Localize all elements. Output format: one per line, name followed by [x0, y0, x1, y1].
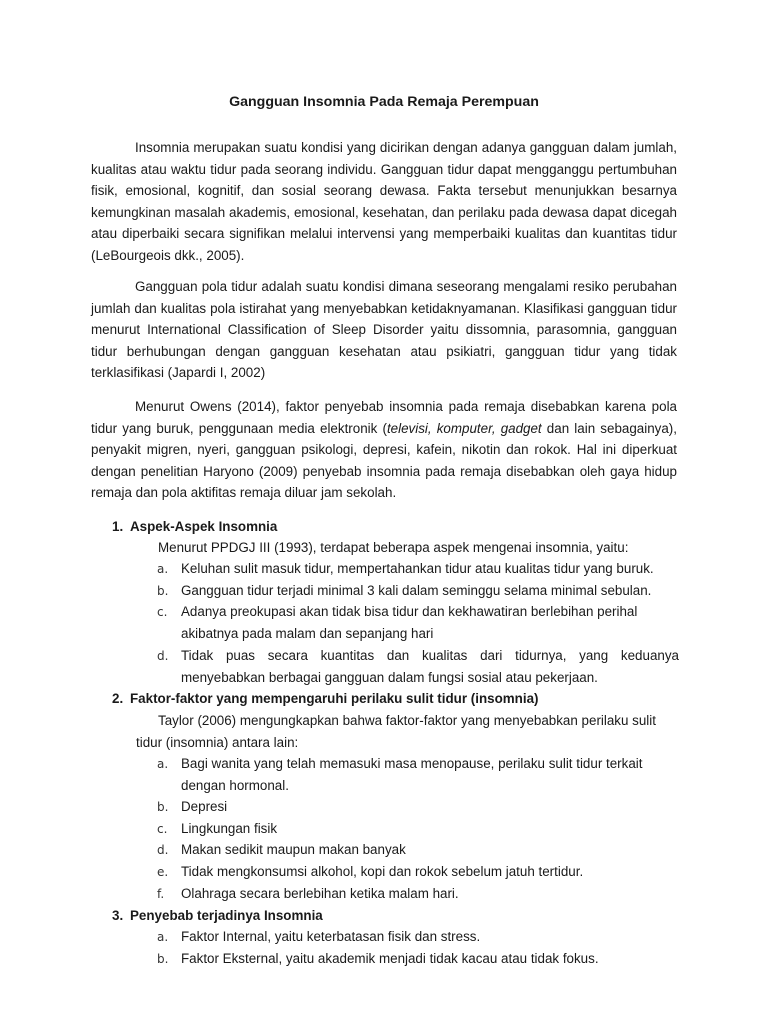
list-item-text: Makan sedikit maupun makan banyak: [181, 842, 406, 857]
list-marker: a.: [157, 757, 169, 771]
section-heading-text: Penyebab terjadinya Insomnia: [130, 908, 323, 923]
list-item: [157, 818, 679, 840]
list-item-text: Lingkungan fisik: [181, 821, 278, 836]
list-item: [157, 753, 659, 797]
list-marker: d.: [157, 843, 169, 857]
list-item-text: Keluhan sulit masuk tidur, mempertahankan tidur atau kualitas tidur yang buruk.: [181, 561, 654, 576]
section-heading-3: [112, 905, 323, 926]
list-item: [157, 580, 679, 602]
paragraph-insomnia-causes: [91, 396, 677, 504]
list-marker: d.: [157, 649, 169, 663]
paragraph-sleep-pattern: [91, 276, 677, 384]
list-item-text: Depresi: [181, 799, 228, 814]
list-marker: b.: [157, 952, 169, 966]
section-intro-1: Menurut PPDGJ III (1993), terdapat beberapa aspek mengenai insomnia, yaitu:: [158, 540, 629, 555]
list-marker: c.: [157, 605, 168, 619]
list-item-text: Faktor Eksternal, yaitu akademik menjadi tidak kacau atau tidak fokus.: [181, 951, 599, 966]
paragraph-text: dan lain sebagainya), penyakit migren, nyeri, gangguan psikologi, depresi, kafein, nikotin dan rokok. Hal ini diperkuat dengan penelitian Haryono (2009) penyebab insomnia pada remaja disebabkan oleh gaya hidup remaja dan pola aktifitas remaja diluar jam sekolah.: [91, 420, 677, 501]
list-marker: c.: [157, 822, 168, 836]
section-number: 2.: [112, 691, 124, 706]
list-marker: f.: [157, 887, 165, 901]
list-marker: b.: [157, 584, 169, 598]
list-item: [157, 948, 679, 970]
list-item: [157, 883, 679, 905]
section-number: 3.: [112, 908, 124, 923]
paragraph-insomnia-definition: [91, 137, 677, 267]
list-marker: e.: [157, 865, 169, 879]
italic-media-examples: televisi, komputer, gadget: [386, 420, 542, 436]
list-marker: b.: [157, 800, 169, 814]
list-item: [157, 839, 679, 861]
document-title: Gangguan Insomnia Pada Remaja Perempuan: [229, 94, 539, 110]
list-item-text: Tidak mengkonsumsi alkohol, kopi dan rokok sebelum jatuh tertidur.: [181, 864, 584, 879]
list-item: [157, 601, 657, 645]
list-item-text: Gangguan tidur terjadi minimal 3 kali dalam seminggu selama minimal sebulan.: [181, 583, 652, 598]
section-heading-text: Aspek-Aspek Insomnia: [130, 519, 278, 534]
list-item: [157, 645, 679, 689]
paragraph-text: Gangguan pola tidur adalah suatu kondisi dimana seseorang mengalami resiko perubahan jumlah dan kualitas pola istirahat yang menyebabkan ketidaknyamanan. Klasifikasi gangguan tidur menurut International Classification of Sleep Disorder yaitu dissomnia, parasomnia, gangguan tidur berhubungan dengan gangguan kesehatan atau psikiatri, gangguan tidur yang tidak terklasifikasi (Japardi I, 2002): [91, 279, 677, 381]
list-item-text: Bagi wanita yang telah memasuki masa menopause, perilaku sulit tidur terkait dengan hormonal.: [181, 756, 643, 793]
list-marker: a.: [157, 930, 169, 944]
section-intro-2: Taylor (2006) mengungkapkan bahwa faktor-faktor yang menyebabkan perilaku sulit tidur (insomnia) antara lain:: [136, 713, 656, 750]
list-item-text: Olahraga secara berlebihan ketika malam hari.: [181, 886, 459, 901]
section-heading-text: Faktor-faktor yang mempengaruhi perilaku sulit tidur (insomnia): [130, 691, 539, 706]
list-item: [157, 558, 679, 580]
list-item-text: Tidak puas secara kuantitas dan kualitas dari tidurnya, yang keduanya menyebabkan berbagai gangguan dalam fungsi sosial atau pekerjaan.: [181, 648, 679, 685]
section-number: 1.: [112, 519, 124, 534]
paragraph-text: Insomnia merupakan suatu kondisi yang dicirikan dengan adanya gangguan dalam jumlah, kualitas atau waktu tidur pada seorang individu. Gangguan tidur dapat mengganggu pertumbuhan fisik, emosional, kognitif, dan sosial seorang dewasa. Fakta tersebut menunjukkan besarnya kemungkinan masalah akademis, emosional, kesehatan, dan perilaku pada dewasa dapat dicegah atau diperbaiki secara signifikan melalui intervensi yang memperbaiki kualitas dan kuantitas tidur (LeBourgeois dkk., 2005).: [91, 140, 677, 263]
paragraph-text: Menurut Owens (2014), faktor penyebab insomnia pada remaja disebabkan karena pola tidur yang buruk, penggunaan media elektronik (: [91, 399, 677, 436]
list-item: [157, 926, 679, 948]
list-item: [157, 861, 679, 883]
section-heading-1: [112, 516, 277, 537]
list-item-text: Faktor Internal, yaitu keterbatasan fisik dan stress.: [181, 929, 481, 944]
section-heading-2: [112, 688, 538, 709]
list-marker: a.: [157, 562, 169, 576]
list-item: [157, 796, 679, 818]
list-item-text: Adanya preokupasi akan tidak bisa tidur dan kekhawatiran berlebihan perihal akibatnya pada malam dan sepanjang hari: [181, 604, 638, 641]
